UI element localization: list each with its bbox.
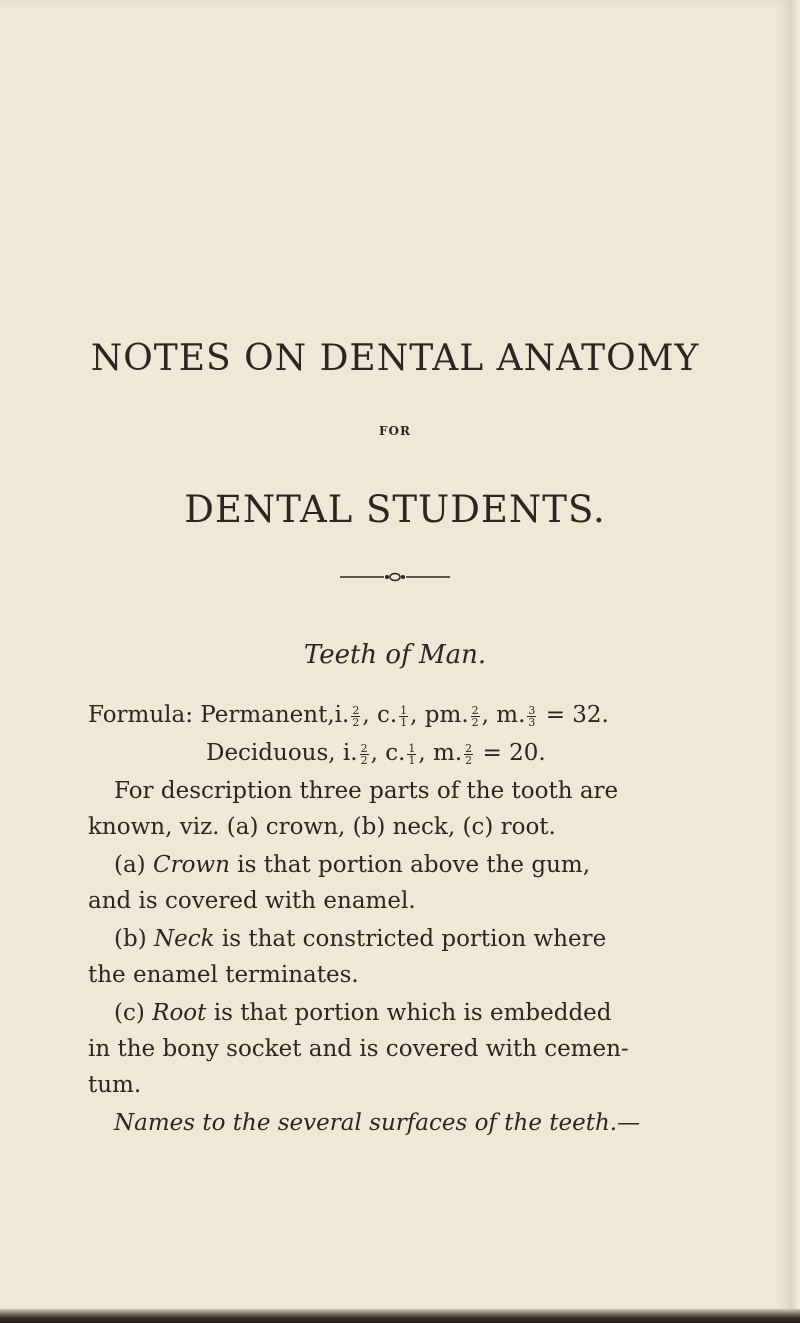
paragraph-neck: [114, 926, 606, 952]
molar-label: , m.: [481, 702, 526, 728]
fraction: $\frac{2}{2}$: [465, 741, 473, 767]
item-marker: (b): [114, 926, 154, 952]
surfaces-heading: [114, 1110, 640, 1136]
term-neck: Neck: [153, 926, 215, 952]
surfaces-heading-text: Names to the several surfaces of the teeth.—: [114, 1110, 641, 1136]
term-root: Root: [152, 1000, 207, 1026]
item-marker: (a): [114, 852, 153, 878]
formula-deciduous: [206, 740, 546, 766]
page-bottom-edge: [0, 1309, 800, 1323]
deciduous-total: = 20.: [475, 740, 546, 766]
molar-label: , m.: [418, 740, 463, 766]
paragraph-line: tum.: [88, 1072, 142, 1098]
canine-label: , c.: [370, 740, 406, 766]
paragraph-line: in the bony socket and is covered with cemen-: [88, 1036, 629, 1062]
ornament-divider: [340, 570, 450, 584]
fraction: $\frac{2}{2}$: [352, 703, 360, 729]
term-crown: Crown: [152, 852, 230, 878]
section-title: Teeth of Man.: [303, 640, 487, 670]
paragraph-text: is that portion above the gum,: [229, 852, 591, 878]
item-marker: (c): [114, 1000, 153, 1026]
canine-label: , c.: [362, 702, 398, 728]
fraction: $\frac{2}{2}$: [360, 741, 368, 767]
fraction: $\frac{2}{2}$: [471, 703, 479, 729]
fraction: $\frac{1}{1}$: [400, 703, 408, 729]
fraction: $\frac{3}{3}$: [528, 703, 536, 729]
page-edge: [790, 0, 800, 1323]
premolar-label: , pm.: [410, 702, 469, 728]
paragraph-line: the enamel terminates.: [88, 962, 359, 988]
fraction: $\frac{1}{1}$: [408, 741, 416, 767]
for-label: FOR: [379, 424, 411, 438]
incisor-label: i.: [335, 740, 358, 766]
paragraph-line: and is covered with enamel.: [88, 888, 416, 914]
page-title: NOTES ON DENTAL ANATOMY: [90, 338, 700, 379]
incisor-label: i.: [334, 702, 350, 728]
formula-permanent: [88, 702, 609, 728]
permanent-total: = 32.: [538, 702, 609, 728]
deciduous-name: Deciduous,: [206, 740, 336, 766]
formula-label: Formula:: [88, 702, 193, 728]
paragraph-text: is that constricted portion where: [214, 926, 607, 952]
paragraph-line: known, viz. (a) crown, (b) neck, (c) root.: [88, 814, 556, 840]
paragraph-crown: [114, 852, 590, 878]
permanent-name: Permanent,: [200, 702, 335, 728]
page-subtitle: DENTAL STUDENTS.: [184, 488, 606, 531]
paragraph-text: is that portion which is embedded: [206, 1000, 612, 1026]
paragraph-line: For description three parts of the tooth are: [114, 778, 619, 804]
paragraph-root: [114, 1000, 612, 1026]
